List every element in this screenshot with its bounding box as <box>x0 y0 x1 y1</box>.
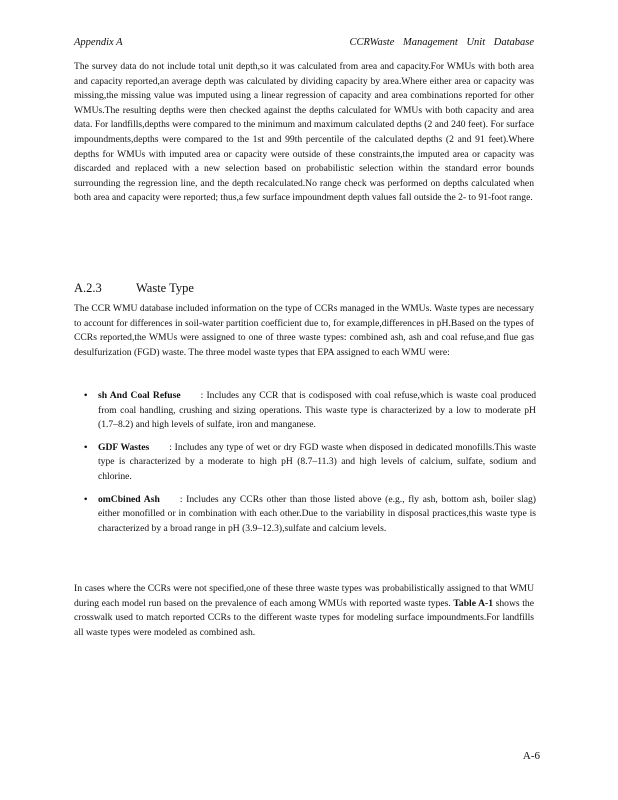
header-document-title: CCRWaste Management Unit Database <box>349 37 534 48</box>
waste-type-description: : Includes any CCRs other than those listed above (e.g., fly ash, bottom ash, boiler slag) either monofilled or in combination with each other.Due to the variability in disposal practices,this waste type is characterized by a broad range in pH (3.9–12.3),sulfate and calcium levels. <box>98 493 536 534</box>
waste-type-description: : Includes any CCR that is codisposed with coal refuse,which is waste coal produced from coal handling, crushing and sizing operations. This waste type is characterized by a low to moderate pH (1.7–8.2) and high levels of sulfate, iron and manganese. <box>98 390 537 431</box>
section-title: Waste Type <box>136 281 194 295</box>
unspecified-ccr-paragraph <box>74 582 534 640</box>
waste-type-term: sh And Coal Refuse <box>98 390 181 401</box>
waste-type-intro-paragraph: The CCR WMU database included information on the type of CCRs managed in the WMUs. Waste types are necessary to account for differences in soil-water partition coefficient due to, for example,differences in pH.Based on the types of CCRs reported,the WMUs were assigned to one of three waste types: combined ash, ash and coal refuse,and flue gas desulfurization (FGD) waste. The three model waste types that EPA assigned to each WMU were: <box>74 303 534 358</box>
header-appendix-label: Appendix A <box>74 37 123 48</box>
paragraph-text-start: In cases where the CCRs were not specified,one of these three waste types was probabilistically assigned to that WMU during each model run based on the prevalence of each among WMUs with reported waste types. <box>74 583 534 609</box>
waste-type-list <box>84 389 536 544</box>
depth-paragraph: The survey data do not include total unit depth,so it was calculated from area and capacity.For WMUs with both area and capacity reported,an average depth was calculated by dividing capacity by area.Where either area or capacity was missing,the missing value was imputed using a linear regression of capacity and area combinations reported for other WMUs.The resulting depths were then checked against the depths calculated for WMUs with both capacity and area data. For landfills,depths were compared to the minimum and maximum calculated depths (2 and 240 feet). For surface impoundments,depths were compared to the 1st and 99th percentile of the calculated depths (2 and 91 feet).Where depths for WMUs with imputed area or capacity were outside of these constraints,the imputed area or capacity was discarded and replaced with a new selection based on probabilistic selection within the standard error bounds surrounding the regression line, and the depth recalculated.No range check was performed on depths calculated when both area and capacity were reported; thus,a few surface impoundment depth values fall outside the 2- to 91-foot range. <box>74 61 534 204</box>
list-item <box>84 493 536 537</box>
bullet-icon: • <box>84 390 88 401</box>
running-header <box>74 37 534 51</box>
page-number: A-6 <box>522 750 540 762</box>
list-item <box>84 441 536 485</box>
section-heading <box>74 281 194 296</box>
section-number: A.2.3 <box>74 281 102 295</box>
waste-type-term: GDF Wastes <box>98 441 150 453</box>
paragraph-text-end: shows the crosswalk used to match reported CCRs to the different waste types for modeling surface impoundments.For landfills all waste types were modeled as combined ash. <box>74 597 534 638</box>
waste-type-description: : Includes any type of wet or dry FGD waste when disposed in dedicated monofills.This waste type is characterized by a moderate to high pH (8.7–11.3) and high levels of calcium, sulfate, sodium and chlorine. <box>98 441 536 482</box>
bullet-icon: • <box>84 441 88 453</box>
waste-type-term: omCbined Ash <box>98 493 160 505</box>
table-reference: Table A-1 <box>453 597 493 609</box>
bullet-icon: • <box>84 493 88 505</box>
list-item <box>84 389 536 433</box>
